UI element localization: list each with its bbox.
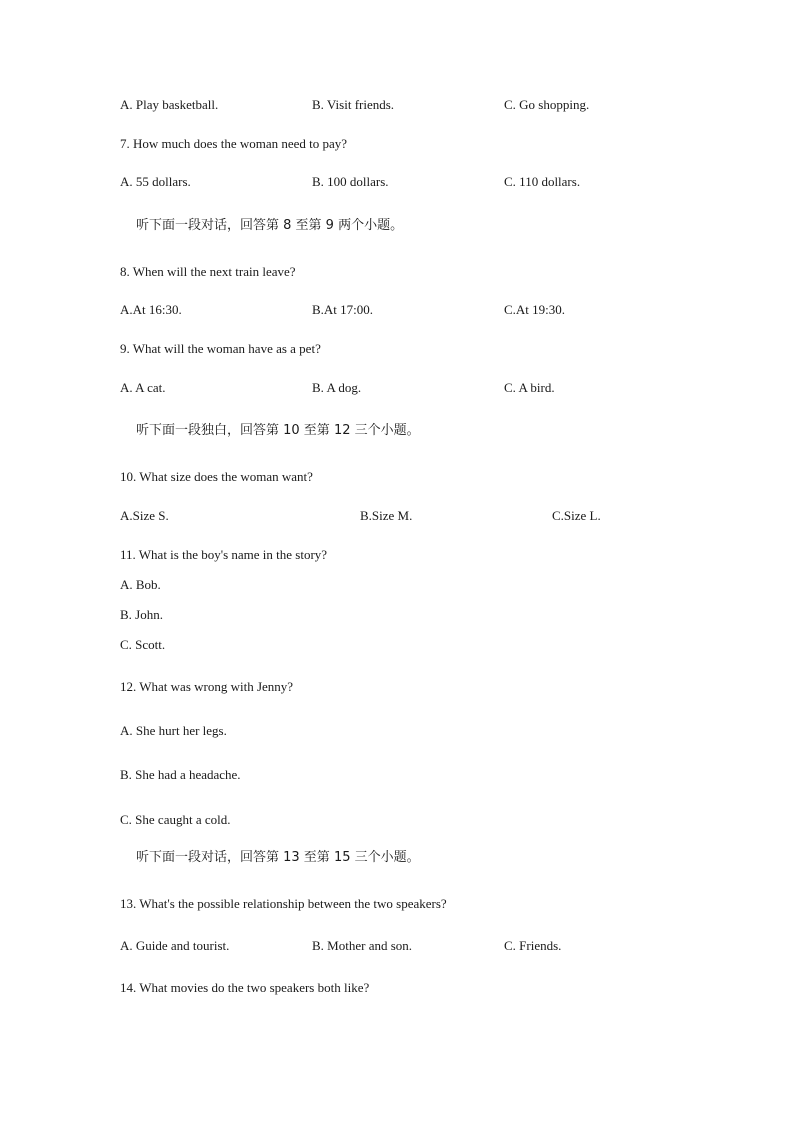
q11-option-c: C. Scott. <box>120 637 166 652</box>
q12-option-a: A. She hurt her legs. <box>120 723 227 738</box>
q7-question: 7. How much does the woman need to pay? <box>120 136 348 151</box>
q7-option-c: C. 110 dollars. <box>504 174 581 189</box>
q6-option-c: C. Go shopping. <box>504 97 590 112</box>
q10-option-a: A.Size S. <box>120 508 169 523</box>
q9-option-b: B. A dog. <box>312 380 362 395</box>
q8-option-b: B.At 17:00. <box>312 302 374 317</box>
q9-option-c: C. A bird. <box>504 380 555 395</box>
q11-option-b: B. John. <box>120 607 163 622</box>
q11-question: 11. What is the boy's name in the story? <box>120 547 328 562</box>
q13-question: 13. What's the possible relationship between the two speakers? <box>120 896 447 911</box>
q13-option-c: C. Friends. <box>504 938 562 953</box>
q10-question: 10. What size does the woman want? <box>120 469 313 484</box>
section-heading-8-9: 听下面一段对话，回答第 8 至第 9 两个小题。 <box>136 218 404 233</box>
q9-option-a: A. A cat. <box>120 380 166 395</box>
q12-option-b: B. She had a headache. <box>120 767 241 782</box>
q10-option-c: C.Size L. <box>552 508 601 523</box>
q11-option-a: A. Bob. <box>120 577 161 592</box>
q6-option-a: A. Play basketball. <box>120 97 219 112</box>
q9-question: 9. What will the woman have as a pet? <box>120 341 321 356</box>
q12-question: 12. What was wrong with Jenny? <box>120 679 294 694</box>
q8-option-a: A.At 16:30. <box>120 302 182 317</box>
section-heading-10-12: 听下面一段独白，回答第 10 至第 12 三个小题。 <box>136 423 420 438</box>
q8-option-c: C.At 19:30. <box>504 302 566 317</box>
q13-option-a: A. Guide and tourist. <box>120 938 230 953</box>
section-heading-13-15: 听下面一段对话，回答第 13 至第 15 三个小题。 <box>136 850 420 865</box>
q7-option-b: B. 100 dollars. <box>312 174 389 189</box>
q7-option-a: A. 55 dollars. <box>120 174 191 189</box>
q10-option-b: B.Size M. <box>360 508 413 523</box>
q13-option-b: B. Mother and son. <box>312 938 413 953</box>
q14-question: 14. What movies do the two speakers both like? <box>120 980 370 995</box>
q12-option-c: C. She caught a cold. <box>120 812 231 827</box>
q6-option-b: B. Visit friends. <box>312 97 395 112</box>
q8-question: 8. When will the next train leave? <box>120 264 296 279</box>
